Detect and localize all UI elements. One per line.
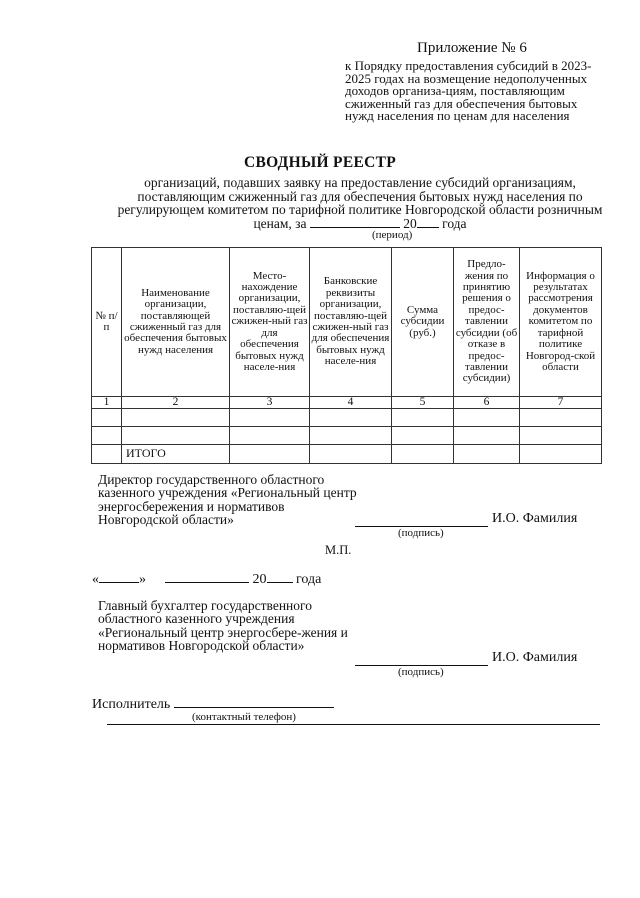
- date-open-quote: «: [92, 572, 99, 587]
- table-row: [92, 409, 602, 427]
- table-cell[interactable]: [310, 445, 392, 464]
- table-cell[interactable]: [310, 409, 392, 427]
- document-subtitle: [100, 176, 620, 230]
- table-cell[interactable]: [230, 445, 310, 464]
- table-cell[interactable]: [92, 409, 122, 427]
- accountant-sign-caption: (подпись): [398, 666, 444, 678]
- table-cell[interactable]: [520, 445, 602, 464]
- table-cell[interactable]: [230, 409, 310, 427]
- document-title: СВОДНЫЙ РЕЕСТР: [243, 154, 397, 171]
- table-cell[interactable]: [92, 427, 122, 445]
- table-cell[interactable]: [392, 427, 454, 445]
- column-number: 3: [230, 397, 310, 409]
- column-number: 2: [122, 397, 230, 409]
- signature-date: [92, 572, 321, 588]
- table-cell[interactable]: [392, 409, 454, 427]
- column-number: 1: [92, 397, 122, 409]
- total-label: ИТОГО: [122, 445, 230, 464]
- director-sign-caption: (подпись): [398, 527, 444, 539]
- accountant-title: Главный бухгалтер государственного областного казенного учреждения «Региональный центр энергосбере-жения и нормативов Новгородской области»: [98, 598, 348, 654]
- director-title: Директор государственного областного казенного учреждения «Региональный центр энергосбережения и нормативов Новгородской области»: [98, 472, 357, 528]
- column-number: 4: [310, 397, 392, 409]
- date-year-blank[interactable]: [267, 582, 293, 583]
- total-row: [92, 445, 602, 464]
- period-caption: (период): [372, 229, 413, 241]
- year-blank[interactable]: [417, 227, 439, 228]
- date-close-quote: »: [139, 572, 146, 587]
- header-review-info: Информация о результатах рассмотрения документов комитетом по тарифной политике Новгород-ской области: [520, 248, 602, 397]
- header-bank-details: Банковские реквизиты организации, поставляю-щей сжижен-ный газ для обеспечения бытовых нужд населе-ния: [310, 248, 392, 397]
- table-cell[interactable]: [520, 427, 602, 445]
- subtitle-year-prefix: 20: [403, 215, 417, 231]
- stamp-placeholder: М.П.: [325, 543, 352, 557]
- table-cell[interactable]: [454, 445, 520, 464]
- header-proposal: Предло-жения по принятию решения о предос-тавлении субсидии (об отказе в предос-тавлении субсидии): [454, 248, 520, 397]
- header-subsidy-amount: Сумма субсидии (руб.): [392, 248, 454, 397]
- table-cell[interactable]: [454, 427, 520, 445]
- day-blank[interactable]: [99, 582, 139, 583]
- table-cell[interactable]: [520, 409, 602, 427]
- total-amount-cell[interactable]: [392, 445, 454, 464]
- executor-caption: (контактный телефон): [192, 711, 296, 723]
- executor-label: Исполнитель: [92, 697, 171, 712]
- column-number: 5: [392, 397, 454, 409]
- header-organization: Наименование организации, поставляющей сжиженный газ для обеспечения бытовых нужд населения: [122, 248, 230, 397]
- accountant-name: И.О. Фамилия: [492, 650, 578, 665]
- bottom-divider: [107, 724, 600, 725]
- appendix-title: Приложение № 6: [417, 40, 527, 56]
- executor-line[interactable]: [174, 707, 334, 708]
- table-cell[interactable]: [92, 445, 122, 464]
- table-row: [92, 427, 602, 445]
- subtitle-text: организаций, подавших заявку на предоставление субсидий организациям, поставляющим сжиженный газ для обеспечения бытовых нужд населения по регулирующем комитетом по тарифной политике Новгородской области розничным ценам, за: [117, 175, 603, 231]
- header-number: № п/п: [92, 248, 122, 397]
- subtitle-year-suffix: года: [442, 215, 467, 231]
- table-cell[interactable]: [122, 427, 230, 445]
- date-year-prefix: 20: [252, 572, 267, 587]
- header-location: Место-нахождение организации, поставляю-щей сжижен-ный газ для обеспечения бытовых нужд населе-ния: [230, 248, 310, 397]
- table-cell[interactable]: [310, 427, 392, 445]
- appendix-text: к Порядку предоставления субсидий в 2023-2025 годах на возмещение недополученных доходов организа-циям, поставляющим сжиженный газ для обеспечения бытовых нужд населения по ценам для населения: [345, 58, 592, 124]
- column-number: 7: [520, 397, 602, 409]
- date-year-suffix: года: [296, 572, 322, 587]
- table-cell[interactable]: [122, 409, 230, 427]
- period-blank[interactable]: [310, 227, 400, 228]
- month-blank[interactable]: [165, 582, 249, 583]
- register-table: [91, 247, 602, 464]
- table-cell[interactable]: [454, 409, 520, 427]
- director-name: И.О. Фамилия: [492, 511, 578, 526]
- column-number: 6: [454, 397, 520, 409]
- table-cell[interactable]: [230, 427, 310, 445]
